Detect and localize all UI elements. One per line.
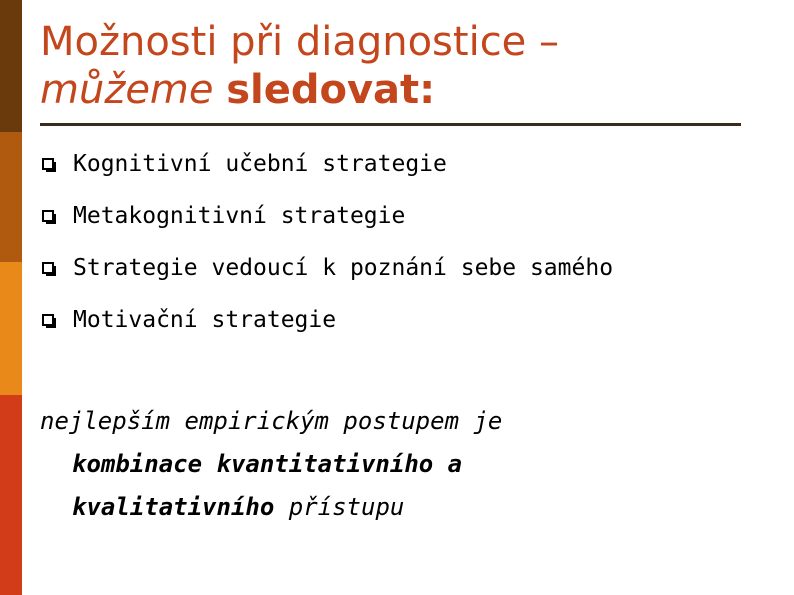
list-item-label: Motivační strategie: [73, 307, 337, 333]
square-bullet-icon: [42, 314, 54, 326]
note-rest-text: přístupu: [274, 493, 405, 521]
note-bold-text-2: kvalitativního: [72, 493, 275, 521]
list-item-label: Metakognitivní strategie: [73, 203, 406, 229]
list-item: [40, 194, 613, 246]
slide-title-italic-word: můžeme: [40, 67, 214, 113]
sidebar-band-red: [0, 395, 22, 595]
square-bullet-icon: [42, 210, 54, 222]
sidebar-band-dark-brown: [0, 0, 22, 132]
sidebar-band-orange: [0, 262, 22, 395]
square-bullet-icon: [42, 262, 54, 274]
title-underline: [40, 123, 741, 126]
list-item: [40, 298, 613, 350]
conclusion-note: [40, 400, 760, 529]
sidebar-band-brown: [0, 132, 22, 262]
slide-title-bold-word: sledovat:: [226, 67, 436, 113]
note-line2: [40, 443, 760, 486]
bullet-list: [40, 142, 613, 350]
note-line3: [40, 486, 760, 529]
note-line1: nejlepším empirickým postupem je: [40, 407, 503, 435]
slide-title-line2: [40, 66, 559, 114]
slide-title: [40, 18, 559, 114]
slide-title-line1: Možnosti při diagnostice –: [40, 19, 560, 65]
note-bold-text: kombinace kvantitativního a: [72, 450, 463, 478]
square-bullet-icon: [42, 158, 54, 170]
list-item-label: Strategie vedoucí k poznání sebe samého: [73, 255, 614, 281]
list-item-label: Kognitivní učební strategie: [73, 151, 447, 177]
list-item: [40, 142, 613, 194]
list-item: [40, 246, 613, 298]
sidebar-color-bar: [0, 0, 22, 595]
